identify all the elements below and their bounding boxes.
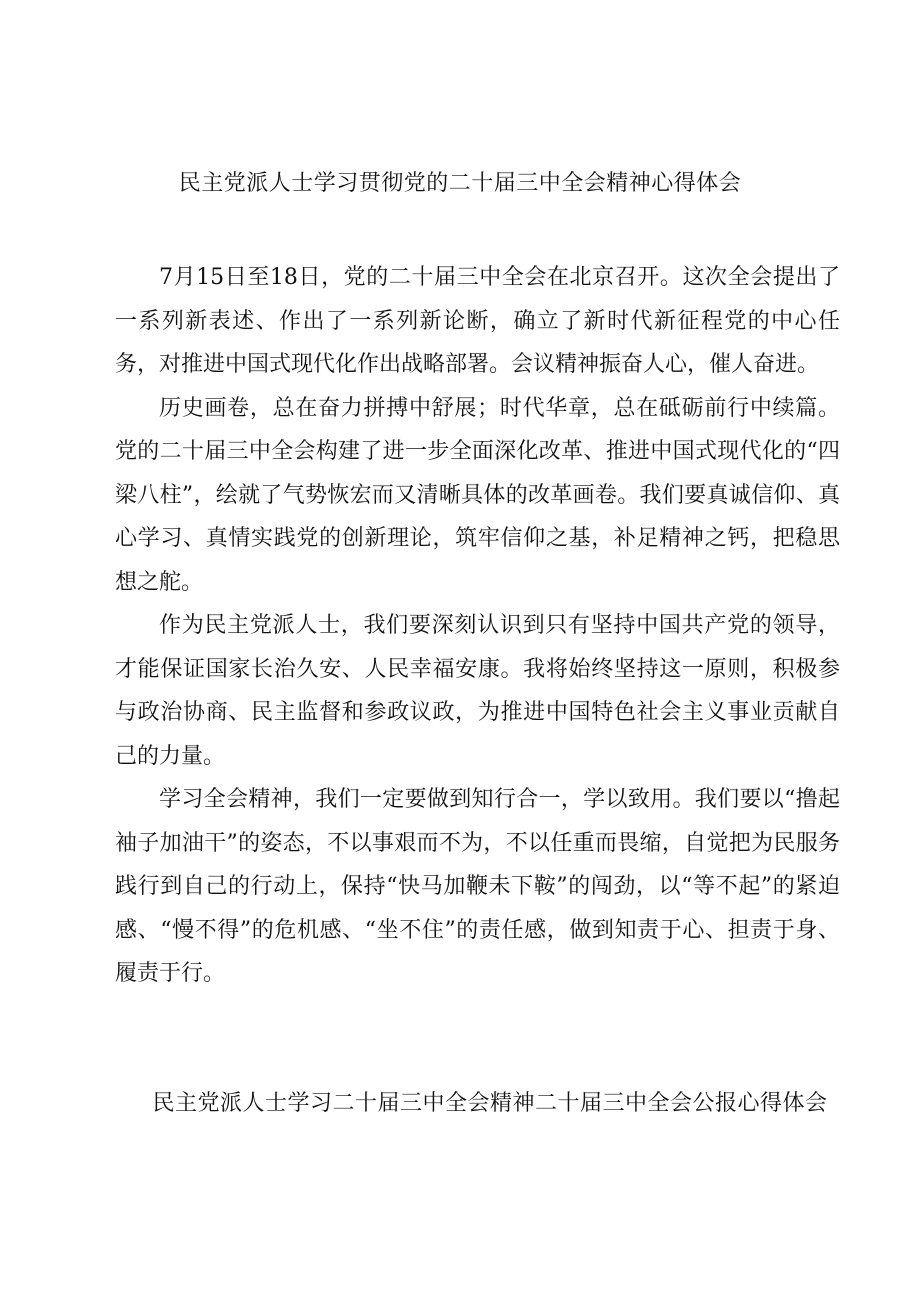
next-article-title: 民主党派人士学习二十届三中全会精神二十届三中全会公报心得体会 [152,1091,828,1116]
document-title: 民主党派人士学习贯彻党的二十届三中全会精神心得体会 [178,171,742,196]
body-paragraph: 作为民主党派人士，我们要深刻认识到只有坚持中国共产党的领导，才能保证国家长治久安、人民幸福安康。我将始终坚持这一原则，积极参与政治协商、民主监督和参政议政，为推进中国特色社会主义事业贡献自己的力量。 [115,613,840,769]
body-paragraph: 历史画卷，总在奋力拼搏中舒展；时代华章，总在砥砺前行中续篇。党的二十届三中全会构建了进一步全面深化改革、推进中国式现代化的“四梁八柱”，绘就了气势恢宏而又清晰具体的改革画卷。我们要真诚信仰、真心学习、真情实践党的创新理论，筑牢信仰之基，补足精神之钙，把稳思想之舵。 [115,395,840,595]
document-body [115,256,840,996]
body-paragraph: 学习全会精神，我们一定要做到知行合一，学以致用。我们要以“撸起袖子加油干”的姿态，不以事艰而不为，不以任重而畏缩，自觉把为民服务践行到自己的行动上，保持“快马加鞭未下鞍”的闯劲，以“等不起”的紧迫感、“慢不得”的危机感、“坐不住”的责任感，做到知责于心、担责于身、履责于行。 [115,787,840,986]
body-paragraph: 7月15日至18日，党的二十届三中全会在北京召开。这次全会提出了一系列新表述、作出了一系列新论断，确立了新时代新征程党的中心任务，对推进中国式现代化作出战略部署。会议精神振奋人心，催人奋进。 [115,265,840,377]
